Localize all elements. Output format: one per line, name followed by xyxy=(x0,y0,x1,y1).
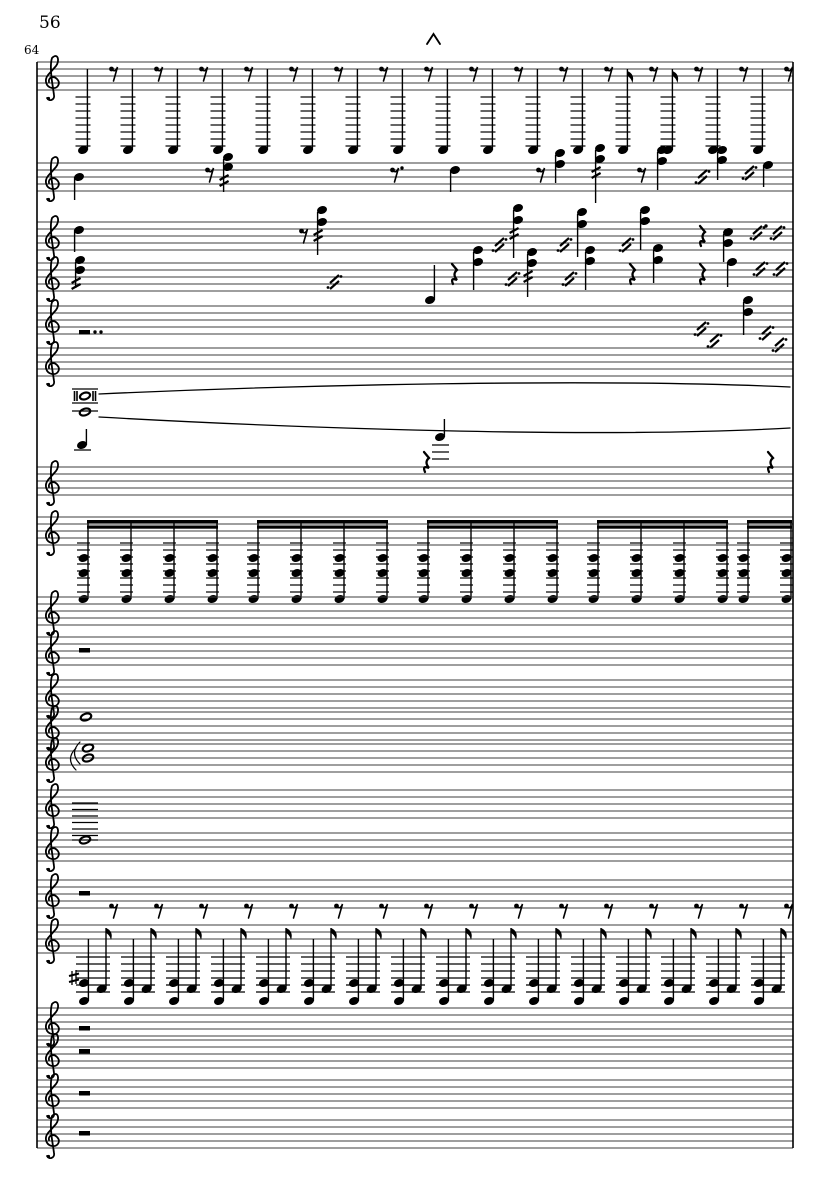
staff-3 xyxy=(37,203,793,262)
staff-15 xyxy=(37,803,793,871)
staff-4 xyxy=(37,243,793,304)
staff-19 xyxy=(37,1034,793,1078)
staff-13 xyxy=(37,738,793,782)
staff-14 xyxy=(37,784,793,828)
staff-6 xyxy=(37,342,793,450)
staff-16 xyxy=(37,874,793,918)
measure-group-number: 56 xyxy=(39,13,61,33)
measure-number: 64 xyxy=(24,43,40,57)
staff-5 xyxy=(37,295,793,352)
staff-21 xyxy=(37,1114,793,1158)
staff-10 xyxy=(37,631,793,675)
staff-20 xyxy=(37,1074,793,1118)
staff-17 xyxy=(37,904,793,1006)
staff-8 xyxy=(37,511,793,604)
staff-2 xyxy=(37,143,793,203)
staff-1 xyxy=(37,34,793,155)
